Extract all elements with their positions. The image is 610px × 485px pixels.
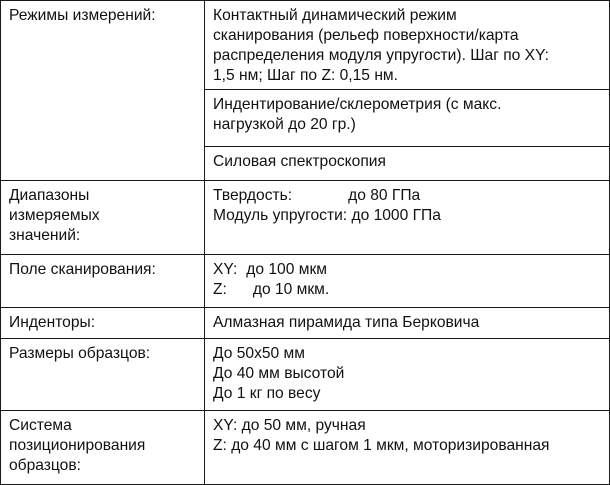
label-text: Система: [9, 417, 72, 434]
value-text: До 40 мм высотой: [213, 365, 345, 382]
value-text: сканирования (рельеф поверхности/карта: [213, 27, 519, 44]
value-positioning-system: [205, 411, 610, 485]
table-row-scan-field: [1, 255, 610, 308]
table-row-indenters: [1, 308, 610, 339]
value-text: нагрузкой до 20 гр.): [213, 116, 356, 133]
label-measurement-modes: [1, 1, 205, 181]
value-text: Твердость:: [213, 187, 293, 204]
table-row-measurement-modes: [1, 1, 610, 90]
value-text: До 50x50 мм: [213, 345, 306, 362]
label-text: значений:: [9, 227, 81, 244]
value-text: Контактный динамический режим: [213, 7, 457, 24]
value-force-spectroscopy: [205, 147, 610, 181]
label-text: Поле сканирования:: [9, 261, 156, 278]
value-text: Силовая спектроскопия: [213, 153, 386, 170]
value-indenters: [205, 308, 610, 339]
value-line-z: [213, 280, 601, 300]
label-positioning-system: [1, 411, 205, 485]
label-indenters: [1, 308, 205, 339]
label-sample-sizes: [1, 339, 205, 411]
value-text: До 1 кг по весу: [213, 385, 321, 402]
value-text: Z: до 40 мм с шагом 1 мкм, моторизированная: [213, 437, 550, 454]
label-text: Диапазоны: [9, 187, 90, 204]
value-text: Модуль упругости: до 1000 ГПа: [213, 207, 441, 224]
label-text: Размеры образцов:: [9, 345, 151, 362]
value-line-hardness: [213, 186, 601, 206]
label-measured-ranges: [1, 181, 205, 255]
value-contact-dynamic-mode: [205, 1, 610, 90]
value-text: Алмазная пирамида типа Берковича: [213, 314, 480, 331]
value-text: распределения модуля упругости). Шаг по XY:: [213, 47, 549, 64]
value-text: Z:: [213, 281, 227, 298]
label-text: позиционирования: [9, 437, 146, 454]
value-measured-ranges: [205, 181, 610, 255]
value-text: до 10 мкм.: [252, 281, 330, 298]
value-text: XY: до 50 мм, ручная: [213, 417, 366, 434]
label-text: образцов:: [9, 457, 81, 474]
value-text: Индентирование/склерометрия (с макс.: [213, 96, 502, 113]
value-sample-sizes: [205, 339, 610, 411]
label-text: Режимы измерений:: [9, 7, 156, 24]
value-line-xy: [213, 260, 601, 280]
table-row-measured-ranges: [1, 181, 610, 255]
table-row-positioning-system: [1, 411, 610, 485]
label-text: измеряемых: [9, 207, 100, 224]
value-indentation: [205, 90, 610, 147]
label-text: Инденторы:: [9, 314, 96, 331]
value-text: до 100 мкм: [246, 261, 327, 278]
table-row-sample-sizes: [1, 339, 610, 411]
value-text: 1,5 нм; Шаг по Z: 0,15 нм.: [213, 67, 398, 84]
value-scan-field: [205, 255, 610, 308]
label-scan-field: [1, 255, 205, 308]
value-text: XY:: [213, 261, 238, 278]
value-text: до 80 ГПа: [348, 187, 421, 204]
